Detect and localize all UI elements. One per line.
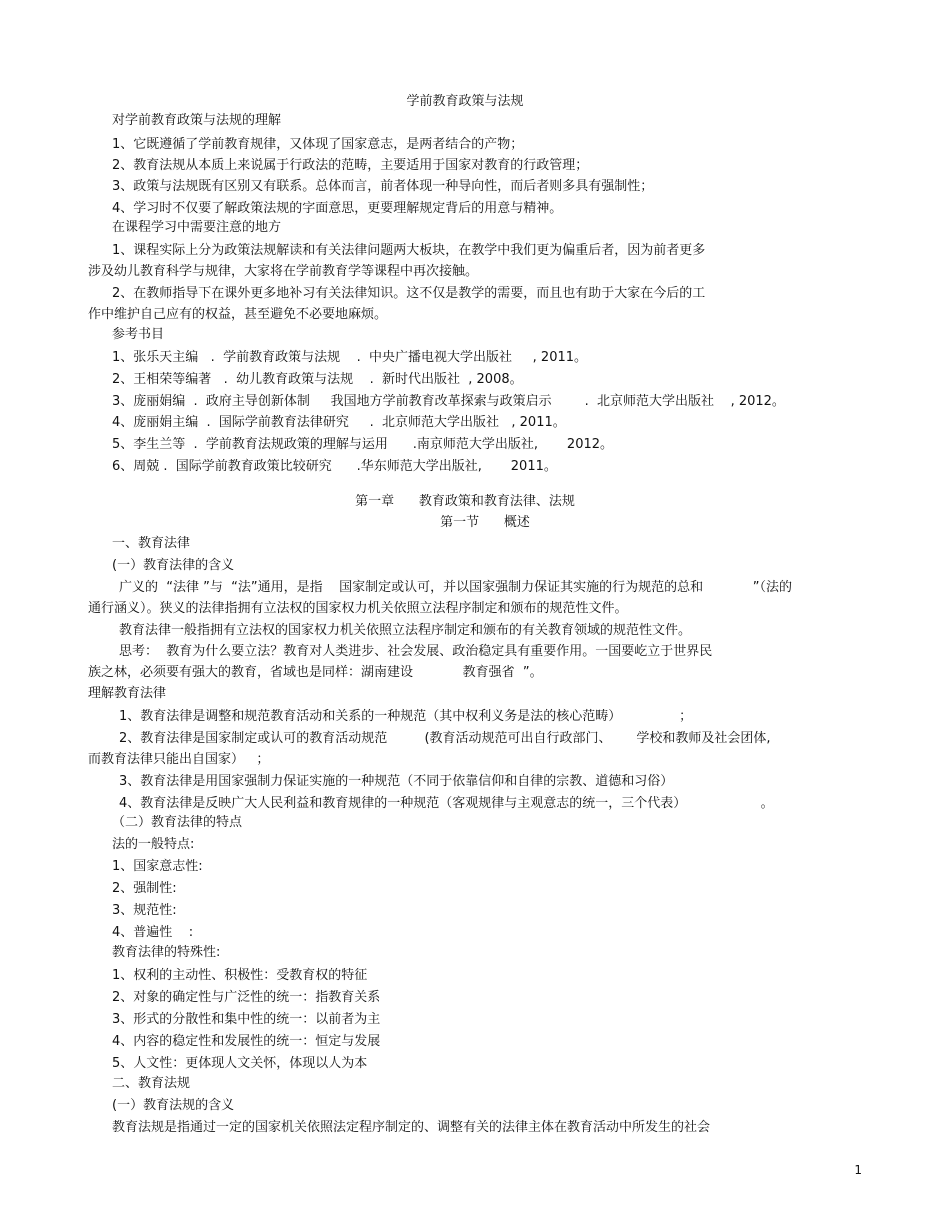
notes-heading: 在课程学习中需要注意的地方: [112, 220, 282, 235]
page-number: 1: [854, 1163, 862, 1177]
intro-item: 4、学习时不仅要了解政策法规的字面意思，更要理解规定背后的用意与精神。: [112, 201, 563, 216]
list-item: 1、国家意志性:: [112, 859, 203, 874]
paragraph-line: 通行涵义）。狭义的法律指拥有立法权的国家权力机关依照立法程序制定和颁布的规范性文件。: [88, 601, 628, 616]
list-item: 3、教育法律是用国家强制力保证实施的一种规范（不同于依靠信仰和自律的宗教、道德和习俗）: [119, 774, 674, 789]
paragraph-line: 教育法规是指通过一定的国家机关依照法定程序制定的、调整有关的法律主体在教育活动中所发生的社会: [112, 1120, 711, 1135]
subsection-heading: 教育法律的特殊性:: [112, 945, 221, 960]
list-item: 3、规范性:: [112, 903, 177, 918]
list-item: 1、教育法律是调整和规范教育活动和关系的一种规范（其中权利义务是法的核心范畴） ；: [119, 709, 693, 724]
section-heading: 第一节 概述: [440, 515, 530, 530]
list-item: 4、普遍性 :: [112, 925, 194, 940]
list-item: 4、教育法律是反映广大人民利益和教育规律的一种规范（客观规律与主观意志的统一，三个代表） 。: [119, 796, 774, 811]
ref-item: 4、庞丽娟主编 . 国际学前教育法律研究 . 北京师范大学出版社 , 2011。: [112, 415, 566, 430]
notes-paragraph-line: 1、课程实际上分为政策法规解读和有关法律问题两大板块，在教学中我们更为偏重后者，因为前者更多: [112, 243, 706, 258]
notes-paragraph-line: 涉及幼儿教育科学与规律，大家将在学前教育学等课程中再次接触。: [88, 264, 479, 279]
ref-item: 3、庞丽娟编 . 政府主导创新体制 我国地方学前教育改革探索与政策启示 . 北京师范大学出版社 , 2012。: [112, 394, 785, 409]
ref-item: 6、周兢 . 国际学前教育政策比较研究 .华东师范大学出版社, 2011。: [112, 459, 557, 474]
intro-item: 2、教育法规从本质上来说属于行政法的范畴，主要适用于国家对教育的行政管理；: [112, 158, 589, 173]
notes-paragraph-line: 2、在教师指导下在课外更多地补习有关法律知识。这不仅是教学的需要，而且也有助于大家在今后的工: [112, 286, 706, 301]
subsection-heading: (一）教育法规的含义: [112, 1098, 235, 1113]
list-item: 而教育法律只能出自国家） ；: [88, 752, 270, 767]
subsection-heading: 法的一般特点:: [112, 837, 195, 852]
ref-item: 5、李生兰等 . 学前教育法规政策的理解与运用 .南京师范大学出版社, 2012。: [112, 437, 614, 452]
subsection-heading: 二、教育法规: [112, 1076, 191, 1091]
chapter-heading: 第一章 教育政策和教育法律、法规: [355, 494, 575, 509]
notes-paragraph-line: 作中维护自己应有的权益，甚至避免不必要地麻烦。: [88, 307, 388, 322]
subsection-heading: (一）教育法律的含义: [112, 558, 235, 573]
intro-item: 3、政策与法规既有区别又有联系。总体而言，前者体现一种导向性，而后者则多具有强制性；: [112, 179, 654, 194]
paragraph-line: 思考： 教育为什么要立法？教育对人类进步、社会发展、政治稳定具有重要作用。一国要屹立于世界民: [119, 644, 713, 659]
subsection-heading: 一、教育法律: [112, 536, 191, 551]
list-item: 3、形式的分散性和集中性的统一：以前者为主: [112, 1012, 381, 1027]
subsection-heading: 理解教育法律: [88, 686, 167, 701]
paragraph-line: 广义的 “法律 ”与 “法”通用，是指 国家制定或认可，并以国家强制力保证其实施的行为规范的总和 ”（法的: [119, 580, 792, 595]
list-item: 2、强制性:: [112, 881, 177, 896]
intro-heading: 对学前教育政策与法规的理解: [112, 113, 282, 128]
list-item: 4、内容的稳定性和发展性的统一：恒定与发展: [112, 1034, 381, 1049]
refs-heading: 参考书目: [112, 327, 165, 342]
ref-item: 2、王相荣等编著 . 幼儿教育政策与法规 . 新时代出版社 , 2008。: [112, 372, 523, 387]
list-item: 2、对象的确定性与广泛性的统一：指教育关系: [112, 990, 381, 1005]
intro-item: 1、它既遵循了学前教育规律，又体现了国家意志，是两者结合的产物；: [112, 137, 524, 152]
paragraph-line: 教育法律一般指拥有立法权的国家权力机关依照立法程序制定和颁布的有关教育领域的规范性文件。: [119, 623, 692, 638]
subsection-heading: （二）教育法律的特点: [112, 815, 243, 830]
list-item: 5、人文性：更体现人文关怀，体现以人为本: [112, 1056, 368, 1071]
document-title: 学前教育政策与法规: [406, 94, 524, 109]
ref-item: 1、张乐天主编 . 学前教育政策与法规 . 中央广播电视大学出版社 , 2011。: [112, 350, 588, 365]
list-item: 2、教育法律是国家制定或认可的教育活动规范 (教育活动规范可出自行政部门、 学校和教师及社会团体,: [119, 731, 771, 746]
paragraph-line: 族之林，必须要有强大的教育，省域也是同样：湖南建设 教育强省 ”。: [88, 665, 543, 680]
list-item: 1、权利的主动性、积极性：受教育权的特征: [112, 968, 368, 983]
